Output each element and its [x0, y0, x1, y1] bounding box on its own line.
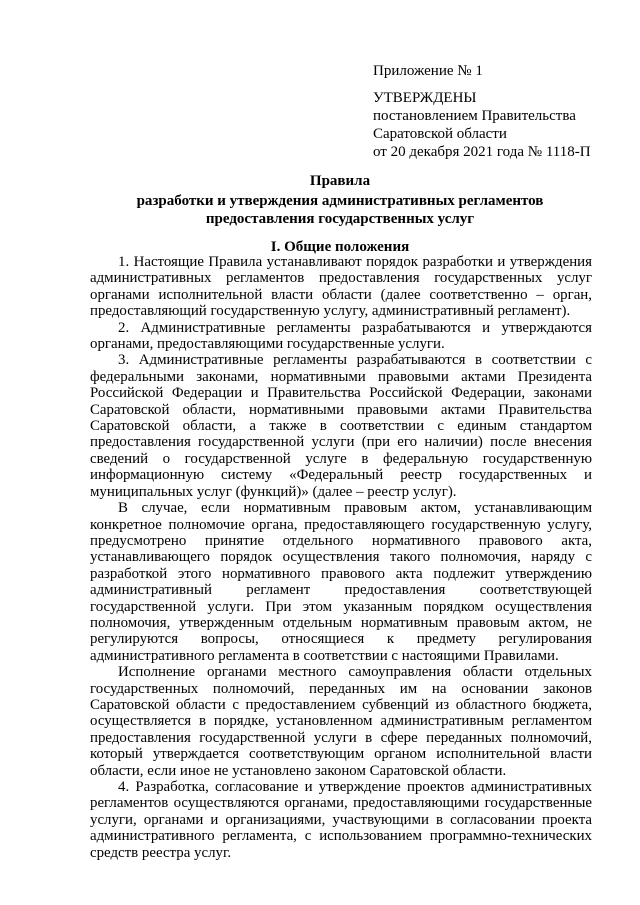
approval-line-3: от 20 декабря 2021 года № 1118-П — [373, 144, 591, 160]
paragraph-4: В случае, если нормативным правовым актом, устанавливающим конкретное полномочие органа, предоставляющего государственную услугу, предусмотрено принятие отдельного нормативного правового акта, устанавливающего порядок осуществления такого полномочия, наряду с разработкой этого нормативного правового акта подлежит утверждению административный регламент предоставления соответствующей государственной услуги. При этом указанным порядком осуществления полномочия, утвержденным отдельным нормативным правовым актом, не регулируются вопросы, относящиеся к предмету регулирования административного регламента в соответствии с настоящими Правилами. — [90, 500, 592, 664]
approval-line-1: постановлением Правительства — [373, 108, 576, 124]
title-line-1: Правила — [309, 173, 371, 189]
paragraph-3: 3. Административные регламенты разрабатываются в соответствии с федеральными законами, нормативными правовыми актами Президента Российской Федерации и Правительства Российской Федерации, законами Саратовской области, нормативными правовыми актами Правительства Саратовской области, а также в соответствии с единым стандартом предоставления государственной услуги (при его наличии) после внесения сведений о государственной услуге в федеральную государственную информационную систему «Федеральный реестр государственных и муниципальных услуг (функций)» (далее – реестр услуг). — [90, 352, 592, 500]
approval-stamp — [373, 62, 633, 161]
approval-line-2: Саратовской области — [373, 126, 507, 142]
title-line-3: предоставления государственных услуг — [205, 211, 475, 227]
title-line-2: разработки и утверждения административных регламентов — [136, 193, 544, 209]
paragraph-1: 1. Настоящие Правила устанавливают порядок разработки и утверждения административных регламентов предоставления государственных услуг органами исполнительной власти области (далее соответственно – орган, предоставляющий государственную услугу, административный регламент). — [90, 254, 592, 320]
paragraph-5: Исполнение органами местного самоуправления области отдельных государственных полномочий, переданных им на основании законов Саратовской области с предоставлением субвенций из областного бюджета, осуществляется в порядке, установленном административным регламентом предоставления государственной услуги в сфере переданных полномочий, который утверждается соответствующим органом исполнительной власти области, если иное не установлено законом Саратовской области. — [90, 664, 592, 779]
appendix-label: Приложение № 1 — [373, 63, 483, 79]
paragraph-6: 4. Разработка, согласование и утверждение проектов административных регламентов осуществляются органами, предоставляющими государственные услуги, органами и организациями, участвующими в согласовании проекта административного регламента, с использованием программно-технических средств реестра услуг. — [90, 779, 592, 861]
approved-label: УТВЕРЖДЕНЫ — [373, 90, 477, 106]
section-body — [90, 254, 592, 861]
paragraph-2: 2. Административные регламенты разрабатываются и утверждаются органами, предоставляющими государственные услуги. — [90, 319, 592, 353]
document-title — [60, 172, 620, 228]
approval-gap — [373, 80, 633, 89]
section-heading: I. Общие положения — [270, 239, 410, 255]
